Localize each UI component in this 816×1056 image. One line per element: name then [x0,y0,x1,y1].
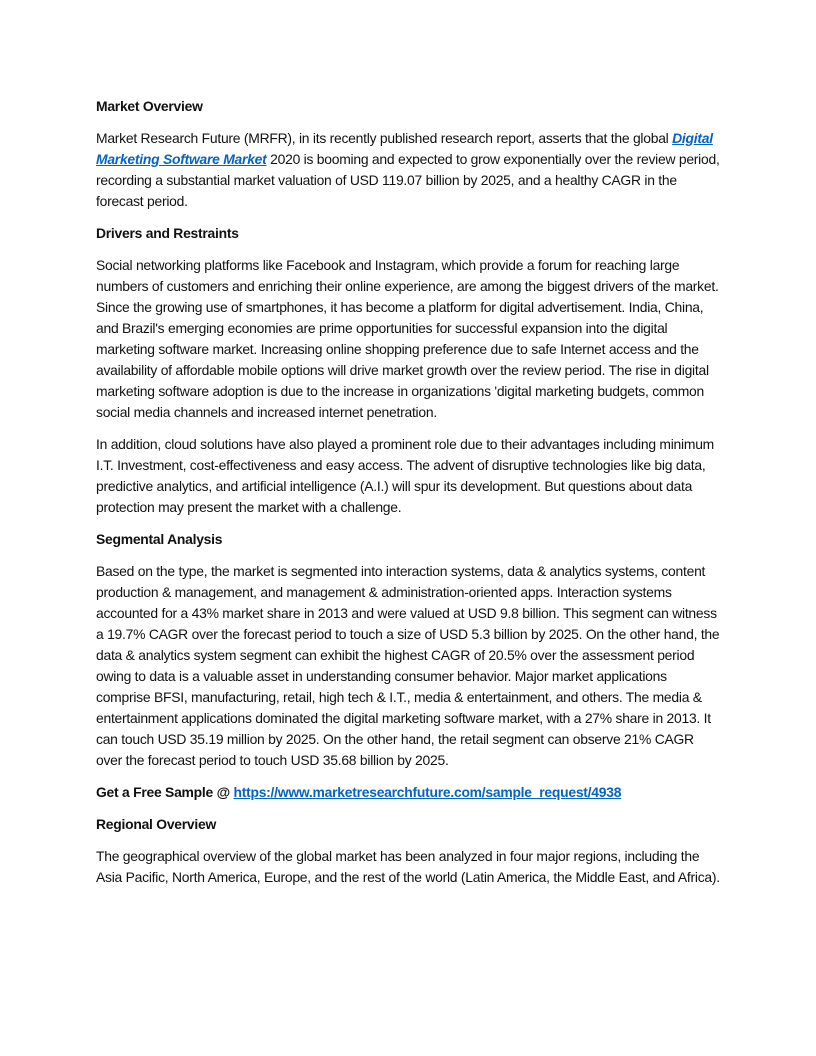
free-sample-label: Get a Free Sample @ [96,784,234,800]
heading-segmental-analysis: Segmental Analysis [96,531,223,547]
text: 2020 is booming and expected to grow exponentially over the review period, recording a substantial market valuation of USD 119.07 billion by 2025, and a healthy CAGR in the forecast period. [96,151,720,209]
free-sample-line [96,782,722,803]
heading-drivers-restraints: Drivers and Restraints [96,225,239,241]
paragraph-segmental: Based on the type, the market is segmented into interaction systems, data & analytics systems, content production & management, and management & administration-oriented apps. Interaction systems accounted for a 43% market share in 2013 and were valued at USD 9.8 billion. This segment can witness a 19.7% CAGR over the forecast period to touch a size of USD 5.3 billion by 2025. On the other hand, the data & analytics system segment can exhibit the highest CAGR of 20.5% over the assessment period owing to data is a valuable asset in understanding consumer behavior. Major market applications comprise BFSI, manufacturing, retail, high tech & I.T., media & entertainment, and others. The media & entertainment applications dominated the digital marketing software market, with a 27% share in 2013. It can touch USD 35.19 million by 2025. On the other hand, the retail segment can observe 21% CAGR over the forecast period to touch USD 35.68 billion by 2025. [96,563,720,768]
paragraph-regional: The geographical overview of the global market has been analyzed in four major regions, including the Asia Pacific, North America, Europe, and the rest of the world (Latin America, the Middle East, and Africa). [96,848,720,885]
text: Market Research Future (MRFR), in its recently published research report, asserts that the global [96,130,673,146]
market-report-link[interactable]: Digital Marketing Software Market [96,130,713,167]
paragraph-drivers-2: In addition, cloud solutions have also played a prominent role due to their advantages including minimum I.T. Investment, cost-effectiveness and easy access. The advent of disruptive technologies like big data, predictive analytics, and artificial intelligence (A.I.) will spur its development. But questions about data protection may present the market with a challenge. [96,436,714,515]
paragraph-overview [96,128,722,212]
heading-regional-overview: Regional Overview [96,816,217,832]
paragraph-drivers-1: Social networking platforms like Facebook and Instagram, which provide a forum for reaching large numbers of customers and enriching their online experience, are among the biggest drivers of the market. Since the growing use of smartphones, it has become a platform for digital advertisement. India, China, and Brazil's emerging economies are prime opportunities for successful expansion into the digital marketing software market. Increasing online shopping preference due to safe Internet access and the availability of affordable mobile options will drive market growth over the review period. The rise in digital marketing software adoption is due to the increase in organizations 'digital marketing budgets, common social media channels and increased internet penetration. [96,257,719,420]
heading-market-overview: Market Overview [96,98,203,114]
sample-request-link[interactable]: https://www.marketresearchfuture.com/sample_request/4938 [233,784,622,800]
document-body [96,96,722,899]
